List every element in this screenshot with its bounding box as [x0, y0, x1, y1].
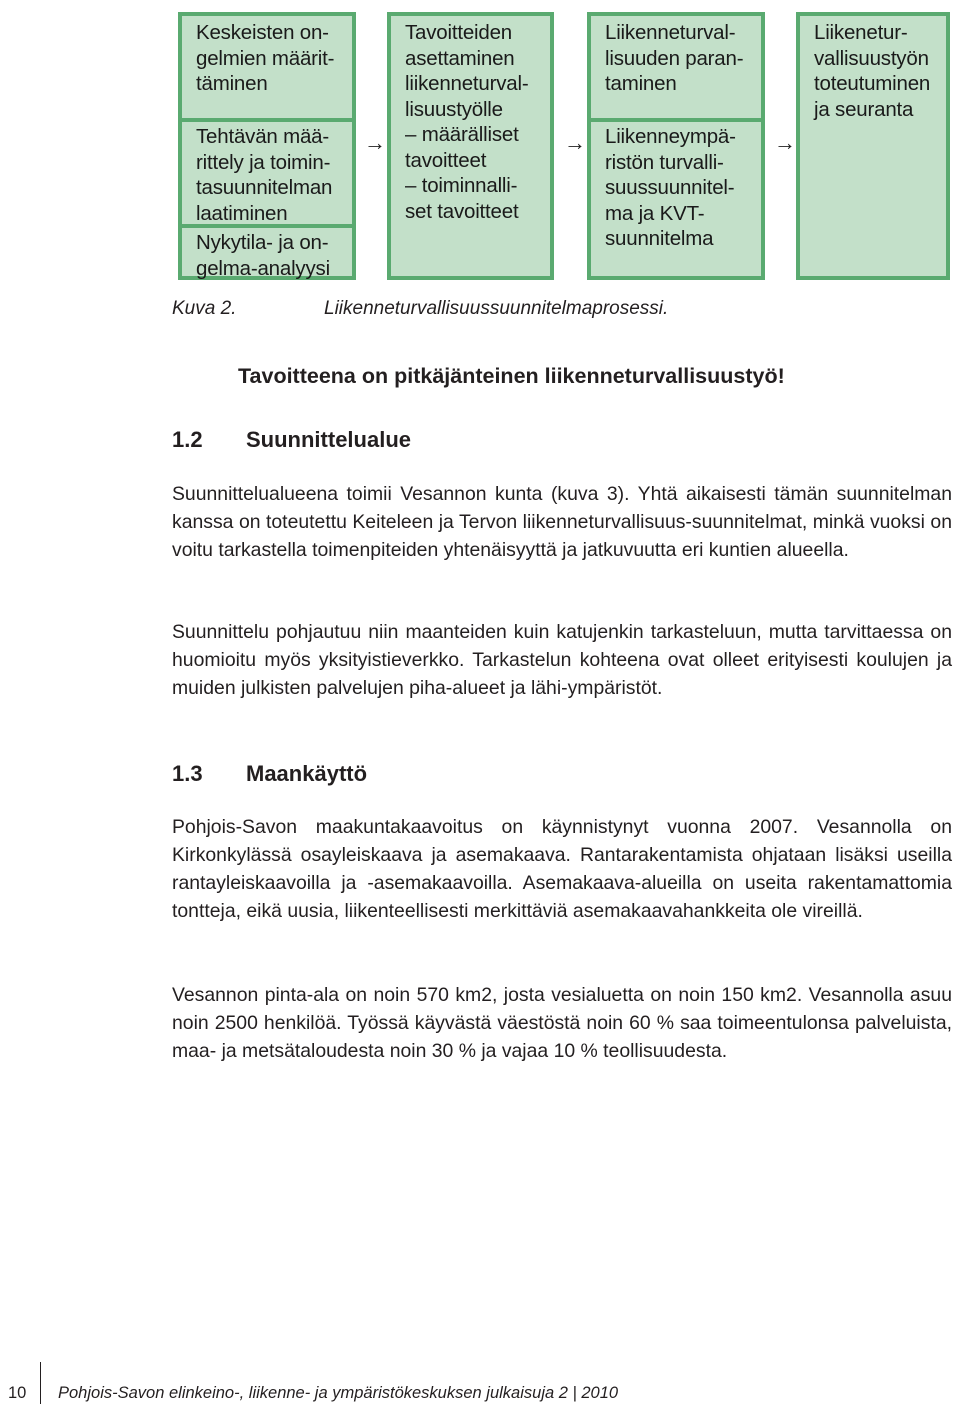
- paragraph: Pohjois-Savon maakuntakaavoitus on käynnistynyt vuonna 2007. Vesannolla on Kirkonkylässä osayleiskaava ja asemakaava. Rantarakentamista ohjataan lisäksi useilla rantayleiskaavoilla ja -asemakaavoilla. Asemakaava-alueilla on useita rakentamattomia tontteja, eikä uusia, liikenteellisesti merkittäviä asemakaavahankkeita ole vireillä.: [172, 816, 952, 922]
- process-diagram: [0, 0, 960, 290]
- slogan: Tavoitteena on pitkäjänteinen liikenneturvallisuustyö!: [238, 364, 785, 388]
- caption-text: Liikenneturvallisuussuunnitelmaprosessi.: [324, 298, 669, 319]
- paragraph: Vesannon pinta-ala on noin 570 km2, josta vesialuetta on noin 150 km2. Vesannolla asuu noin 2500 henkilöä. Työssä käyvästä väestöstä noin 60 % saa toimeentulonsa palveluista, maa- ja metsätaloudesta noin 30 % ja vajaa 10 % teollisuudesta.: [172, 984, 952, 1062]
- footer-publication: Pohjois-Savon elinkeino-, liikenne- ja ympäristökeskuksen julkaisuja 2 | 2010: [58, 1384, 619, 1402]
- box-text-safety-improvement: Liikenneturval- lisuuden paran- taminen: [605, 21, 744, 95]
- paragraph: Suunnittelu pohjautuu niin maanteiden kuin katujenkin tarkasteluun, mutta tarvittaessa on huomioitu myös yksityistieverkko. Tarkastelun kohteena ovat olleet erityisesti koulujen ja muiden julkisten palvelujen piha-alueet ja lähi-ympäristöt.: [172, 621, 952, 699]
- box-text-key-problems: Keskeisten on- gelmien määrit- täminen: [196, 21, 335, 95]
- arrow-right-icon: →: [774, 130, 796, 155]
- section-title: Suunnittelualue: [246, 427, 411, 452]
- section-heading-1-2: [172, 427, 411, 453]
- footer-divider: [40, 1362, 41, 1404]
- arrow-right-icon: →: [364, 130, 386, 155]
- box-text-goal-setting: Tavoitteiden asettaminen liikenneturval- lisuustyölle – määrälliset tavoitteet – toiminnalli- set tavoitteet: [405, 21, 529, 223]
- box-divider: [182, 224, 352, 228]
- diagram-box-monitoring: [796, 12, 950, 280]
- box-text-implementation-monitoring: Liikenetur- vallisuustyön toteutuminen ja seuranta: [814, 21, 931, 121]
- section-heading-1-3: [172, 761, 367, 787]
- diagram-box-problems: [178, 12, 356, 280]
- box-text-current-state: Nykytila- ja on- gelma-analyysi: [196, 231, 330, 280]
- page-footer: [0, 1384, 960, 1408]
- section-number: 1.2: [172, 427, 203, 452]
- section-number: 1.3: [172, 761, 203, 786]
- box-divider: [591, 118, 761, 122]
- diagram-box-goals: [387, 12, 554, 280]
- box-text-environment-plan: Liikenneympä- ristön turvalli- suussuunnitel- ma ja KVT- suunnitelma: [605, 125, 736, 250]
- arrow-right-icon: →: [564, 130, 586, 155]
- page-number: 10: [8, 1384, 27, 1402]
- section-title: Maankäyttö: [246, 761, 368, 786]
- paragraph: Suunnittelualueena toimii Vesannon kunta (kuva 3). Yhtä aikaisesti tämän suunnitelman kanssa on toteutettu Keiteleen ja Tervon liikenneturvallisuus-suunnitelmat, minkä vuoksi on voitu tarkastella toimenpiteiden yhtenäisyyttä ja jatkuvuutta eri kuntien alueella.: [172, 483, 952, 561]
- box-text-task-definition: Tehtävän mää- rittely ja toimin- tasuunnitelman laatiminen: [196, 125, 333, 225]
- box-divider: [182, 118, 352, 122]
- caption-label: Kuva 2.: [172, 298, 237, 319]
- diagram-box-improvement: [587, 12, 765, 280]
